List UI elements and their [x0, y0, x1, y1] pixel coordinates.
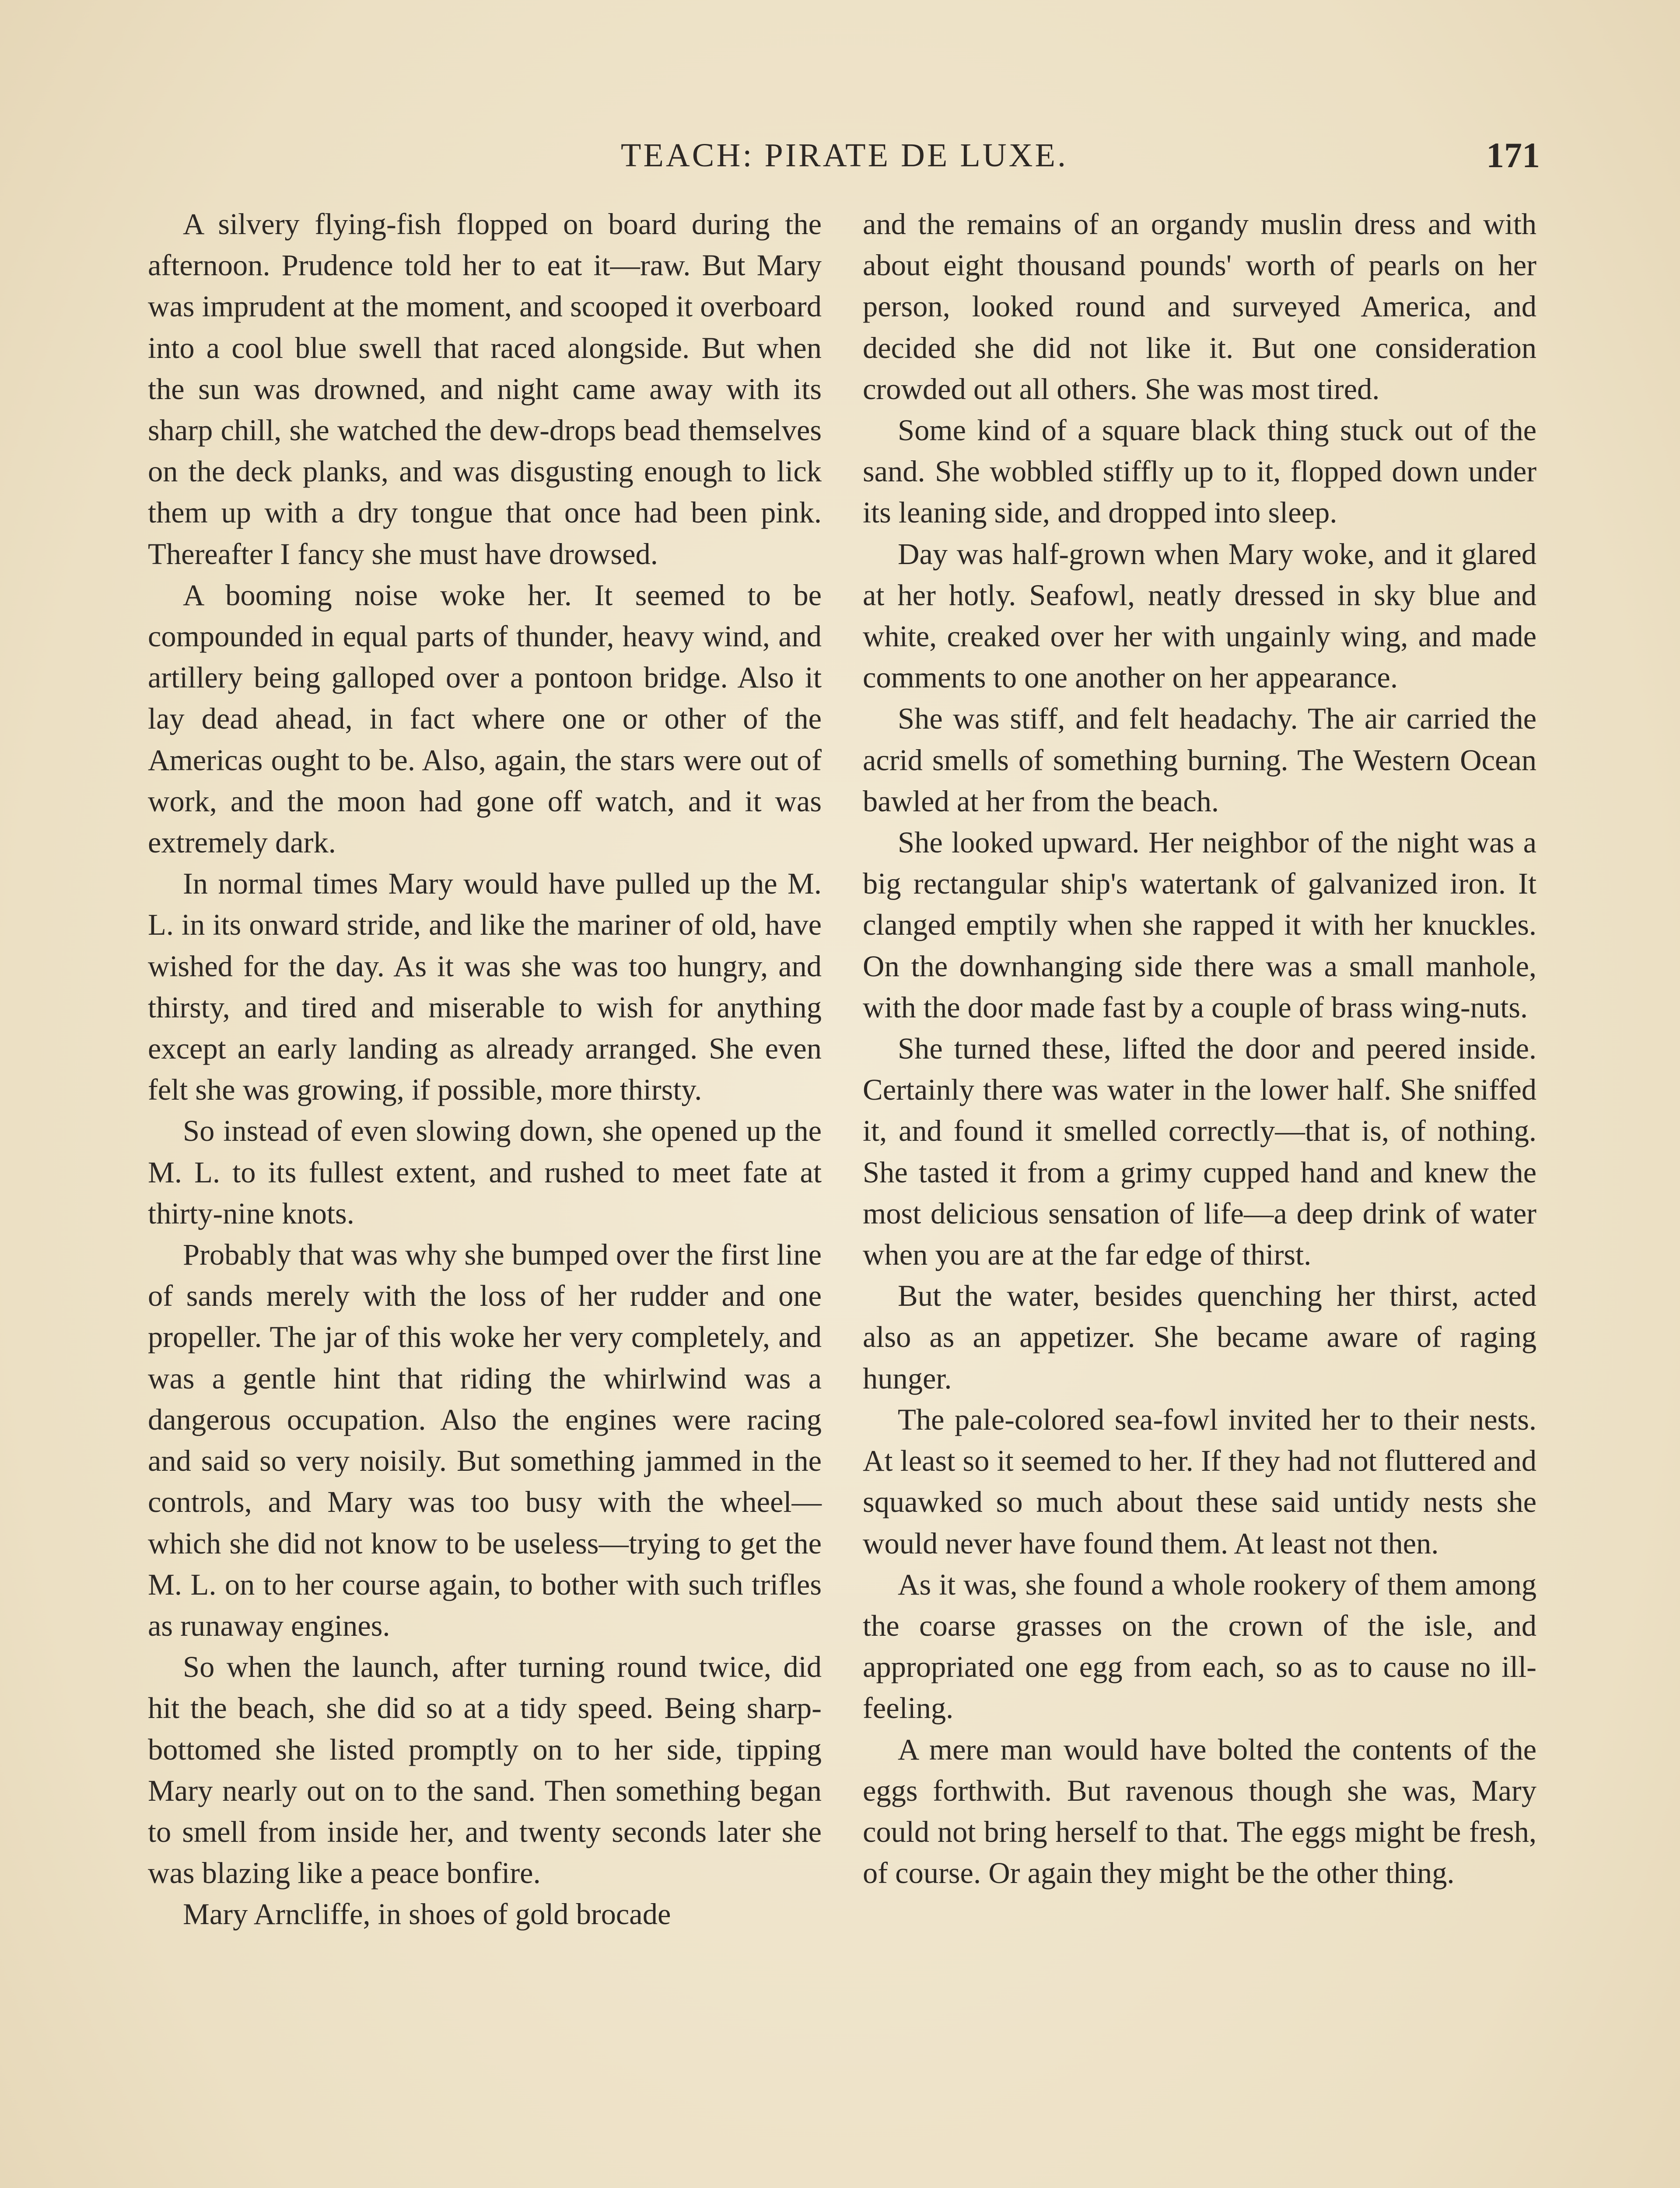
paragraph: A silvery flying-fish flopped on board during the afternoon. Prudence told her to eat it—raw. But Mary was imprudent at the moment, and scooped it overboard into a cool blue swell that raced alongside. But when the sun was drowned, and night came away with its sharp chill, she watched the dew-drops bead themselves on the deck planks, and was disgusting enough to lick them up with a dry tongue that once had been pink. Thereafter I fancy she must have drowsed. [148, 207, 822, 571]
running-title: TEACH: PIRATE DE LUXE. [621, 137, 1068, 174]
paragraph: So when the launch, after turning round twice, did hit the beach, she did so at a tidy speed. Being sharp-bottomed she listed promptly on to her side, tipping Mary nearly out on to the sand. Then something began to smell from inside her, and twenty seconds later she was blazing like a peace bonfire. [148, 1650, 822, 1890]
paragraph: Probably that was why she bumped over the first line of sands merely with the loss of her rudder and one propeller. The jar of this woke her very completely, and was a gentle hint that riding the whirlwind was a dangerous occupation. Also the engines were racing and said so very noisily. But something jammed in the controls, and Mary was too busy with the wheel—which she did not know to be useless—trying to get the M. L. on to her course again, to bother with such trifles as runaway engines. [148, 1238, 822, 1642]
paragraph: She was stiff, and felt headachy. The air carried the acrid smells of something burning. The Western Ocean bawled at her from the beach. [863, 702, 1536, 818]
page-number: 171 [1486, 135, 1540, 175]
paragraph: The pale-colored sea-fowl invited her to their nests. At least so it seemed to her. If they had not fluttered and squawked so much about these said untidy nests she would never have found them. At least not then. [863, 1403, 1536, 1560]
right-column [863, 203, 1536, 1893]
left-column [148, 203, 822, 1935]
paragraph: Some kind of a square black thing stuck out of the sand. She wobbled stiffly up to it, flopped down under its leaning side, and dropped into sleep. [863, 414, 1536, 529]
paragraph: In normal times Mary would have pulled up the M. L. in its onward stride, and like the mariner of old, have wished for the day. As it was she was too hungry, and thirsty, and tired and miserable to wish for anything except an early landing as already arranged. She even felt she was growing, if possible, more thirsty. [148, 867, 822, 1107]
paragraph: So instead of even slowing down, she opened up the M. L. to its fullest extent, and rushed to meet fate at thirty-nine knots. [148, 1114, 822, 1230]
paragraph: Day was half-grown when Mary woke, and it glared at her hotly. Seafowl, neatly dressed in sky blue and white, creaked over her with ungainly wing, and made comments to one another on her appearance. [863, 537, 1536, 694]
paragraph: Mary Arncliffe, in shoes of gold brocade [183, 1897, 671, 1931]
paragraph-continued: and the remains of an organdy muslin dress and with about eight thousand pounds' worth of pearls on her person, looked round and surveyed America, and decided she did not like it. But one consideration crowded out all others. She was most tired. [863, 207, 1536, 406]
paragraph: She looked upward. Her neighbor of the night was a big rectangular ship's watertank of galvanized iron. It clanged emptily when she rapped it with her knuckles. On the downhanging side there was a small manhole, with the door made fast by a couple of brass wing-nuts. [863, 826, 1536, 1024]
page-header [149, 131, 1540, 179]
paragraph: A booming noise woke her. It seemed to be compounded in equal parts of thunder, heavy wind, and artillery being galloped over a pontoon bridge. Also it lay dead ahead, in fact where one or other of the Americas ought to be. Also, again, the stars were out of work, and the moon had gone off watch, and it was extremely dark. [148, 578, 822, 859]
paragraph: But the water, besides quenching her thirst, acted also as an appetizer. She became aware of raging hunger. [863, 1279, 1536, 1395]
paragraph: As it was, she found a whole rookery of them among the coarse grasses on the crown of the isle, and appropriated one egg from each, so as to cause no ill-feeling. [863, 1567, 1536, 1725]
paragraph: She turned these, lifted the door and peered inside. Certainly there was water in the lower half. She sniffed it, and found it smelled correctly—that is, of nothing. She tasted it from a grimy cupped hand and knew the most delicious sensation of life—a deep drink of water when you are at the far edge of thirst. [863, 1032, 1536, 1272]
paragraph: A mere man would have bolted the contents of the eggs forthwith. But ravenous though she was, Mary could not bring herself to that. The eggs might be fresh, of course. Or again they might be the other thing. [863, 1732, 1536, 1890]
